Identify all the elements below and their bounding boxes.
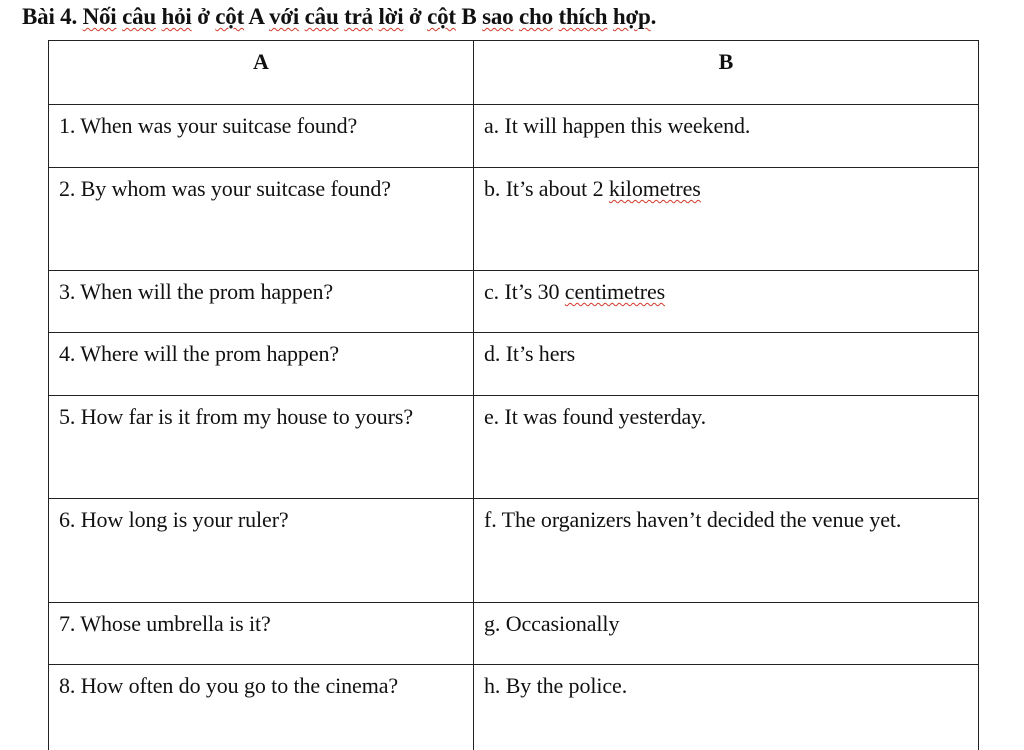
table-row xyxy=(49,271,979,333)
answer-text xyxy=(484,168,972,209)
question-cell xyxy=(49,665,474,750)
answer-cell xyxy=(474,396,979,499)
question-cell xyxy=(49,396,474,499)
table-row xyxy=(49,168,979,271)
question-text: 7. Whose umbrella is it? xyxy=(59,611,271,636)
answer-misspelled-word: kilometres xyxy=(608,176,701,201)
answer-text: a. It will happen this weekend. xyxy=(484,113,751,138)
question-text: 3. When will the prom happen? xyxy=(59,279,334,304)
answer-misspelled-word: centimetres xyxy=(564,279,666,304)
table-row xyxy=(49,665,979,750)
matching-table xyxy=(48,40,979,750)
title-space: B xyxy=(455,4,483,29)
answer-text: d. It’s hers xyxy=(484,341,576,366)
answer-cell xyxy=(474,665,979,750)
question-cell xyxy=(49,333,474,396)
answer-text: e. It was found yesterday. xyxy=(484,404,707,429)
answer-text: f. The organizers haven’t decided the venue yet. xyxy=(484,507,902,532)
question-text: 4. Where will the prom happen? xyxy=(59,341,340,366)
title-word: hợp xyxy=(612,4,651,29)
title-word: sao xyxy=(482,4,514,29)
question-text: 2. By whom was your suitcase found? xyxy=(59,176,391,201)
title-word: ở xyxy=(408,4,422,29)
title-space: A xyxy=(244,4,270,29)
exercise-number: Bài 4. xyxy=(22,4,78,29)
table-row xyxy=(49,396,979,499)
title-word: cột xyxy=(427,4,456,29)
answer-cell xyxy=(474,168,979,271)
answer-text xyxy=(484,271,972,312)
title-word: cho xyxy=(519,4,553,29)
column-a-header: A xyxy=(49,41,474,105)
answer-cell xyxy=(474,603,979,665)
title-word: trả xyxy=(344,4,373,29)
answer-cell xyxy=(474,499,979,603)
answer-text: g. Occasionally xyxy=(484,611,620,636)
title-word: ở xyxy=(197,4,210,29)
question-text: 6. How long is your ruler? xyxy=(59,507,289,532)
question-cell xyxy=(49,105,474,168)
question-cell xyxy=(49,499,474,603)
title-word: Nối xyxy=(82,4,117,29)
question-cell xyxy=(49,271,474,333)
answer-text: h. By the police. xyxy=(484,673,628,698)
table-row xyxy=(49,333,979,396)
title-word: với xyxy=(269,4,300,29)
title-word: câu xyxy=(304,4,339,29)
answer-cell xyxy=(474,105,979,168)
question-cell xyxy=(49,168,474,271)
answer-text-start: b. It’s about 2 xyxy=(484,176,609,201)
column-b-header: B xyxy=(474,41,979,105)
title-period: . xyxy=(650,4,657,29)
title-word: thích xyxy=(558,4,608,29)
answer-cell xyxy=(474,333,979,396)
question-text: 8. How often do you go to the cinema? xyxy=(59,673,399,698)
title-word: cột xyxy=(215,4,245,29)
table-header-row xyxy=(49,41,979,105)
title-word: lời xyxy=(378,4,404,29)
title-word: hỏi xyxy=(161,4,192,29)
title-word: câu xyxy=(122,4,156,29)
question-text: 1. When was your suitcase found? xyxy=(59,113,358,138)
question-text: 5. How far is it from my house to yours? xyxy=(59,404,414,429)
table-row xyxy=(49,499,979,603)
table-row xyxy=(49,603,979,665)
answer-text-start: c. It’s 30 xyxy=(484,279,565,304)
exercise-title xyxy=(22,4,656,30)
question-cell xyxy=(49,603,474,665)
answer-cell xyxy=(474,271,979,333)
table-row xyxy=(49,105,979,168)
